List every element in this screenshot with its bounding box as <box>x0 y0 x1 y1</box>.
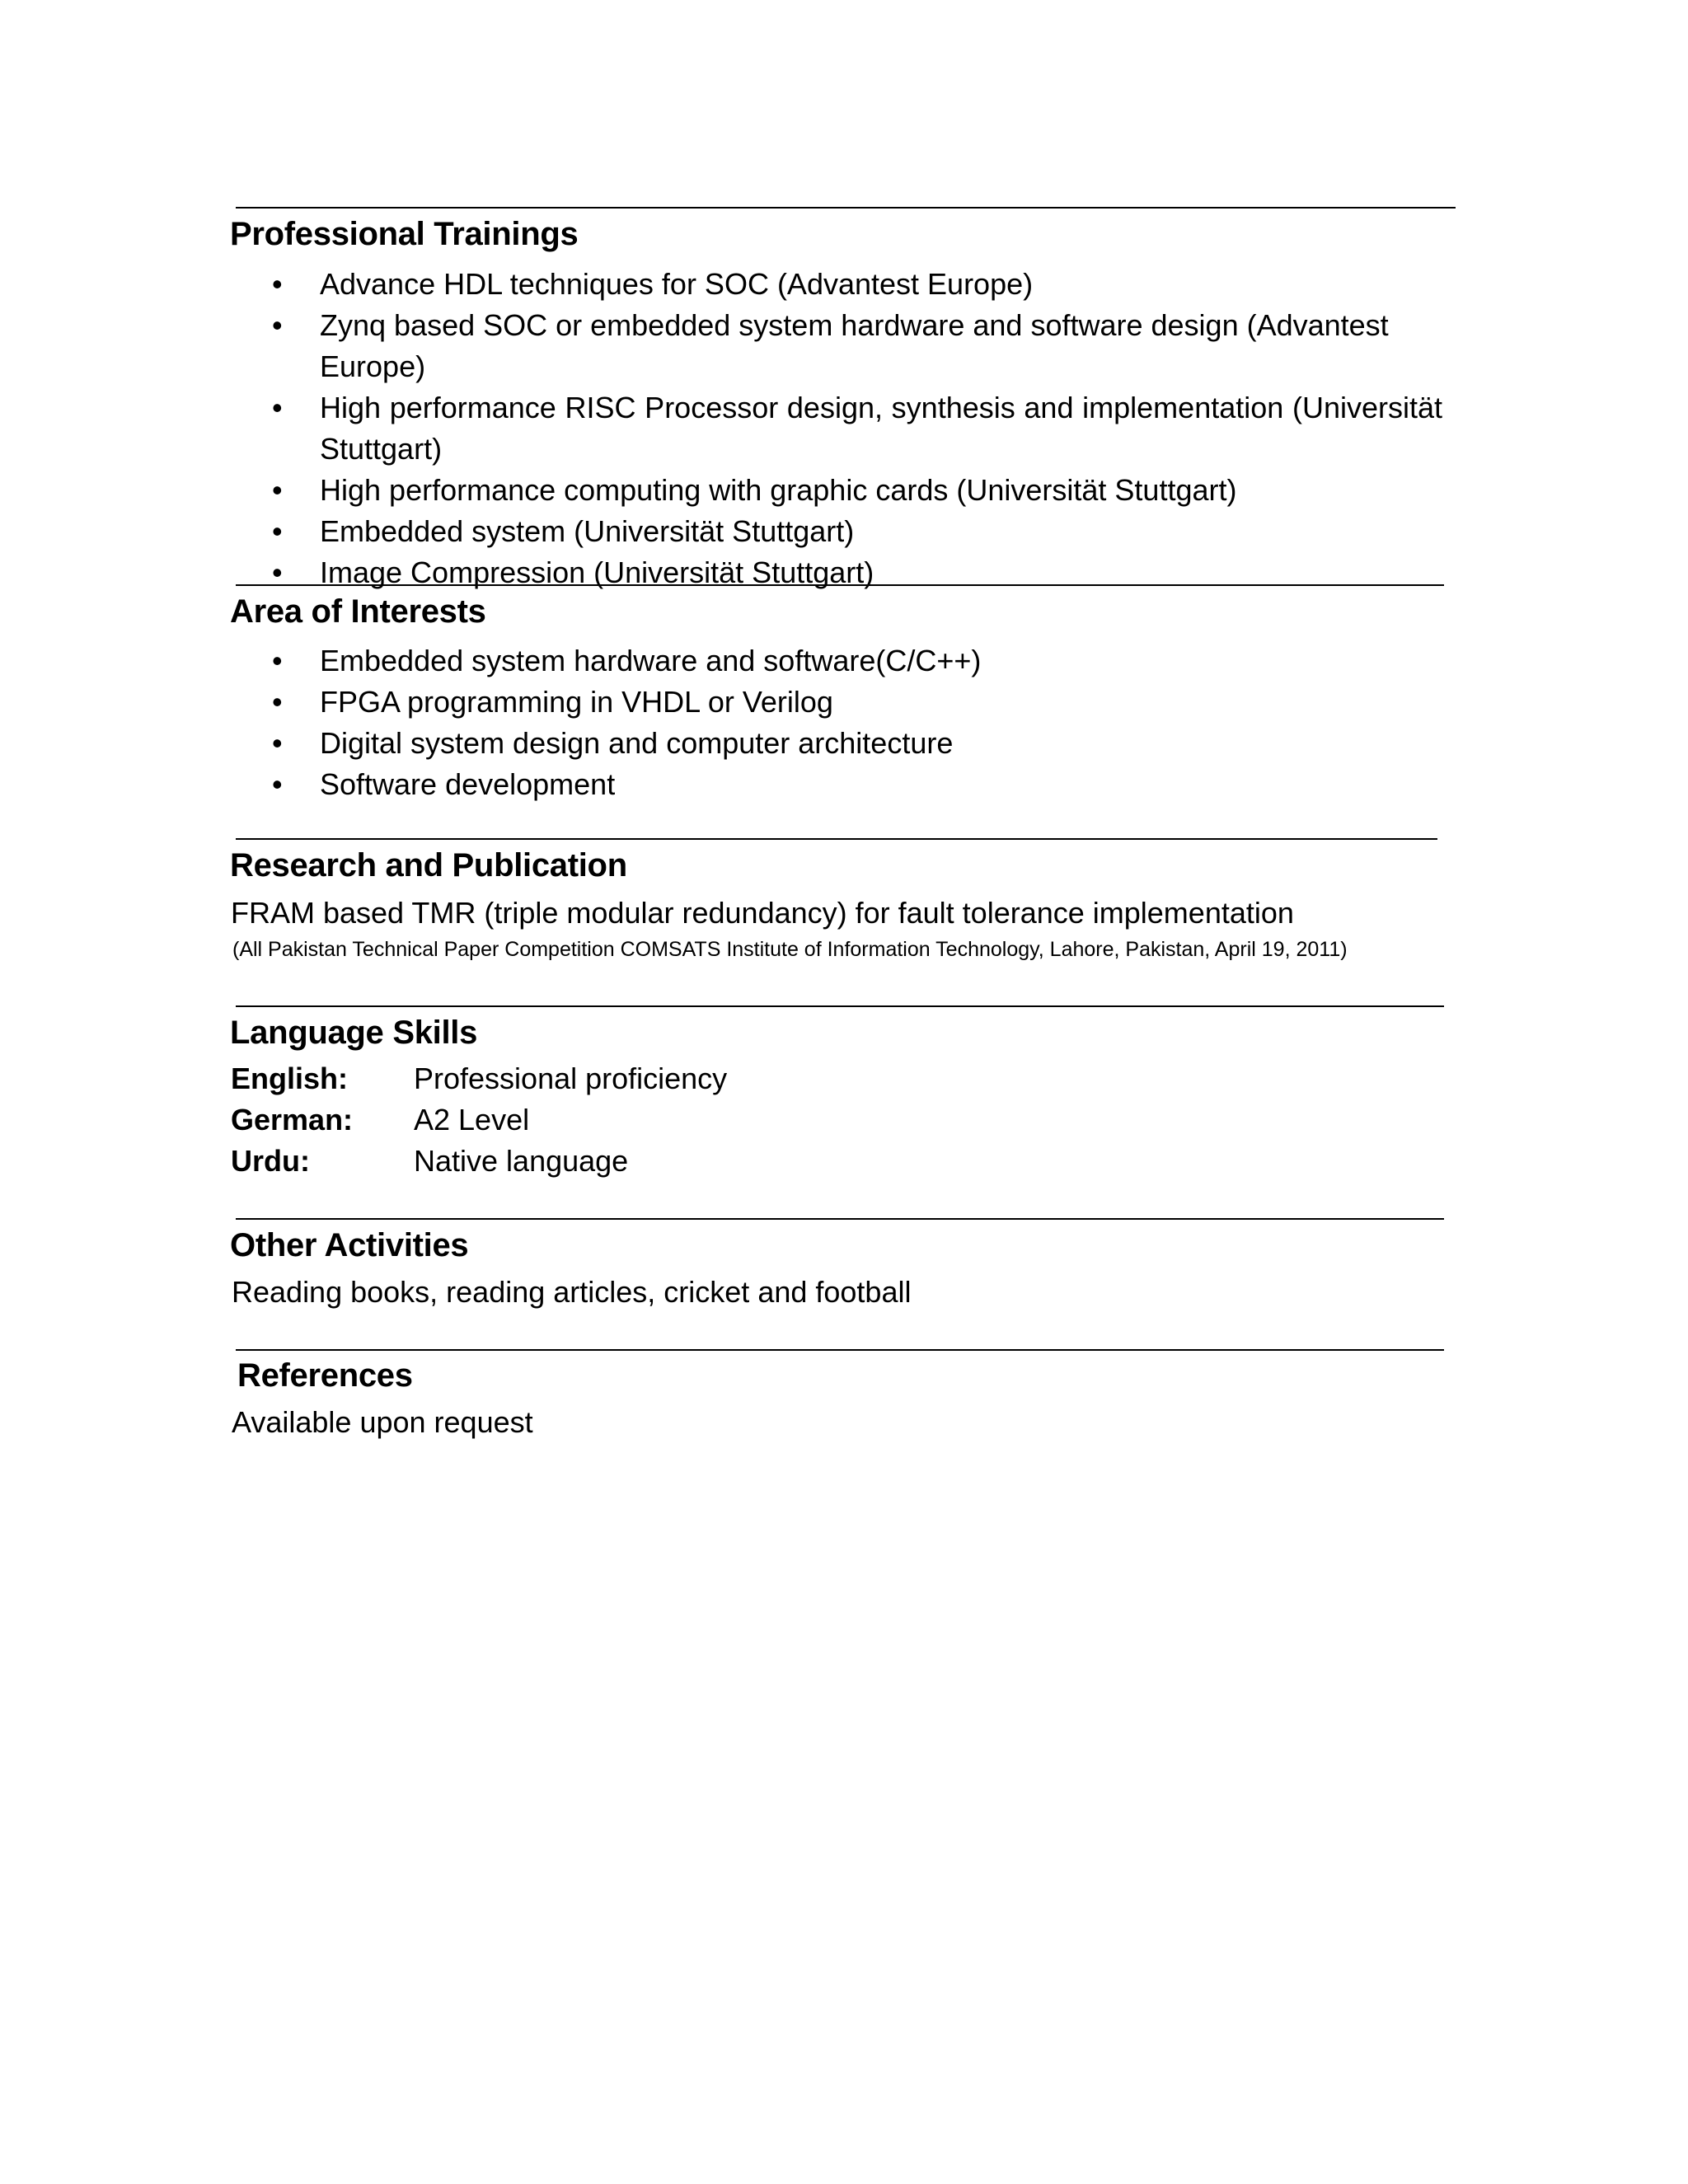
publication-title: FRAM based TMR (triple modular redundancy) for fault tolerance implementation <box>231 896 1294 930</box>
language-row-english <box>231 1058 727 1099</box>
language-label: German: <box>231 1103 354 1137</box>
language-label: English: <box>231 1062 348 1095</box>
publication-venue: (All Pakistan Technical Paper Competition COMSATS Institute of Information Technology, Lahore, Pakistan, April 19, 2011) <box>232 938 1348 961</box>
list-item: • High performance computing with graphic cards (Universität Stuttgart) <box>272 473 1237 507</box>
language-row-urdu <box>231 1141 628 1182</box>
section-divider <box>236 1218 1444 1220</box>
interests-heading: Area of Interests <box>230 593 486 630</box>
references-text: Available upon request <box>232 1405 533 1439</box>
section-divider <box>236 838 1437 840</box>
language-level: Native language <box>414 1144 629 1178</box>
section-divider <box>236 1005 1444 1007</box>
trainings-list <box>272 264 1442 593</box>
list-item: • Software development <box>272 767 616 801</box>
list-item: • Zynq based SOC or embedded system hardware and software design (Advantest Europe) <box>272 308 1389 383</box>
list-item: • Image Compression (Universität Stuttgart) <box>272 555 874 589</box>
list-item: • Advance HDL techniques for SOC (Advantest Europe) <box>272 267 1034 301</box>
research-heading: Research and Publication <box>230 847 627 883</box>
section-divider <box>236 584 1444 586</box>
section-divider <box>236 1349 1444 1351</box>
activities-heading: Other Activities <box>230 1227 469 1263</box>
activities-text: Reading books, reading articles, cricket and football <box>232 1275 912 1309</box>
languages-heading: Language Skills <box>230 1015 478 1051</box>
list-item: • Embedded system (Universität Stuttgart) <box>272 514 855 548</box>
list-item: • Embedded system hardware and software(C/C++) <box>272 644 982 677</box>
list-item: • High performance RISC Processor design, synthesis and implementation (Universität Stuttgart) <box>272 391 1442 466</box>
list-item: • FPGA programming in VHDL or Verilog <box>272 685 833 719</box>
language-row-german <box>231 1099 529 1141</box>
section-divider <box>236 207 1456 209</box>
list-item: • Digital system design and computer architecture <box>272 726 954 760</box>
language-level: Professional proficiency <box>414 1062 728 1095</box>
trainings-heading: Professional Trainings <box>230 216 579 252</box>
references-heading: References <box>237 1357 413 1394</box>
interests-list <box>272 640 1442 805</box>
language-label: Urdu: <box>231 1144 310 1178</box>
language-level: A2 Level <box>414 1103 530 1137</box>
